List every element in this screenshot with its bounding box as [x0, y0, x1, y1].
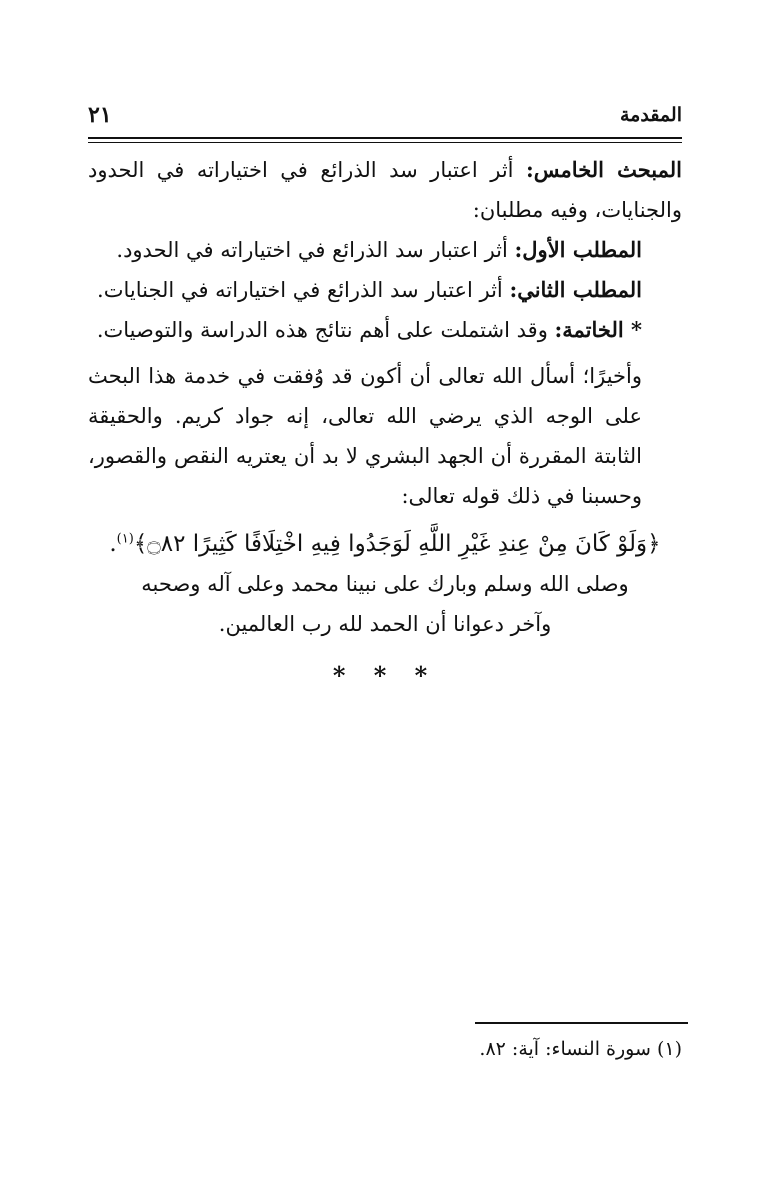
closing-line-2: وآخر دعوانا أن الحمد لله رب العالمين.: [218, 612, 552, 636]
verse-end: .: [109, 531, 117, 557]
section-separator: * * *: [332, 661, 438, 690]
paragraph-section-one: [88, 230, 682, 270]
header-rule-thick: [88, 137, 682, 139]
quran-verse: [88, 524, 682, 564]
footnote: (١) سورة النساء: آية: ٨٢.: [479, 1038, 682, 1060]
closing-line-1: وصلى الله وسلم وبارك على نبينا محمد وعلى آله وصحبه: [141, 572, 629, 596]
chapter-five-label: المبحث الخامس:: [526, 157, 682, 182]
running-title: المقدمة: [619, 104, 682, 126]
body-text: [88, 150, 682, 696]
section-two-label: المطلب الثاني:: [509, 277, 642, 302]
page-header: [88, 100, 682, 130]
page-number: ٢١: [88, 102, 112, 128]
footnote-ref: (١): [116, 531, 134, 547]
header-rule-thin: [88, 142, 682, 143]
section-one-text: أثر اعتبار سد الذرائع في اختياراته في الحدود.: [116, 238, 515, 262]
conclusion-text: وقد اشتملت على أهم نتائج هذه الدراسة والتوصيات.: [96, 318, 555, 342]
section-two-text: أثر اعتبار سد الذرائع في اختياراته في الجنايات.: [97, 278, 510, 302]
paragraph-section-two: [88, 270, 682, 310]
paragraph-final-words: وأخيرًا؛ أسأل الله تعالى أن أكون قد وُفقت في خدمة هذا البحث على الوجه الذي يرضي الله تعالى، إنه جواد كريم. والحقيقة الثابتة المقررة أن الجهد البشري لا بد أن يعتريه النقص والقصور، وحسبنا في ذلك قوله تعالى:: [88, 364, 642, 508]
paragraph-conclusion: [88, 310, 682, 350]
section-one-label: المطلب الأول:: [514, 237, 642, 262]
verse-text: ﴿وَلَوْ كَانَ مِنْ عِندِ غَيْرِ اللَّهِ لَوَجَدُوا فِيهِ اخْتِلَافًا كَثِيرًا ۝٨٢﴾: [133, 531, 661, 557]
conclusion-label: * الخاتمة:: [554, 317, 642, 342]
footnote-rule: [475, 1022, 688, 1024]
chapter-five-text: أثر اعتبار سد الذرائع في اختياراته في الحدود والجنايات، وفيه مطلبان:: [88, 158, 682, 222]
paragraph-chapter-five: [88, 150, 682, 230]
